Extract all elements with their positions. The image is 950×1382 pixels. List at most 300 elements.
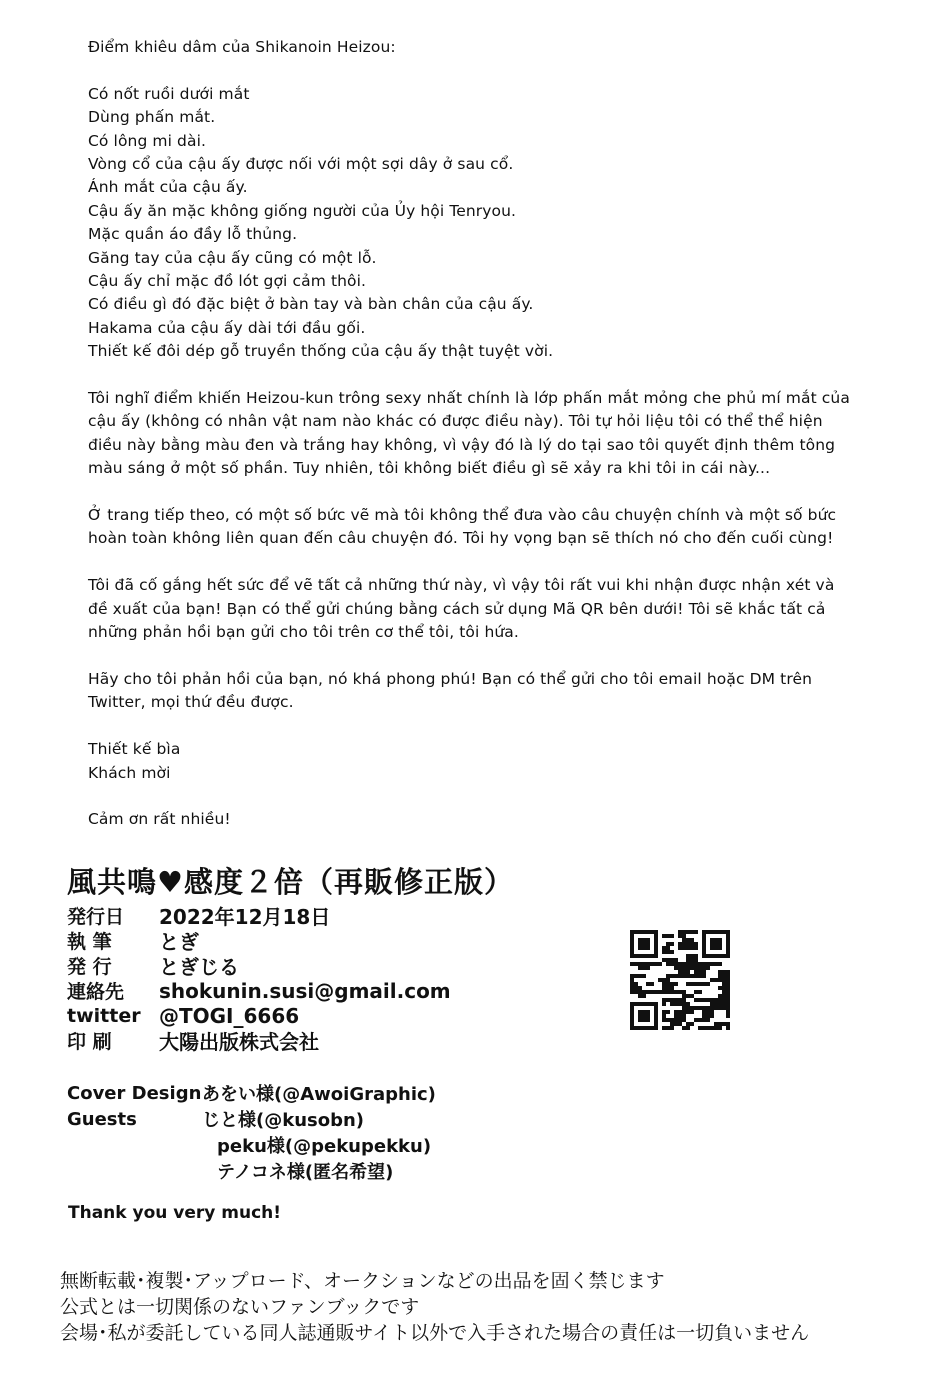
- qr-module: [662, 958, 666, 962]
- qr-module: [630, 1002, 634, 1006]
- qr-module: [722, 974, 726, 978]
- qr-module: [666, 958, 670, 962]
- qr-module: [694, 954, 698, 958]
- qr-module: [686, 966, 690, 970]
- qr-module: [726, 934, 730, 938]
- qr-module: [630, 1014, 634, 1018]
- qr-module: [706, 998, 710, 1002]
- qr-module: [662, 1018, 666, 1022]
- qr-module: [726, 974, 730, 978]
- qr-module: [642, 1002, 646, 1006]
- point-item: Cậu ấy ăn mặc không giống người của Ủy hội Tenryou.: [88, 201, 517, 220]
- qr-module: [650, 990, 654, 994]
- qr-module: [718, 946, 722, 950]
- paragraph-line: Tôi nghĩ điểm khiến Heizou-kun trông sexy nhất chính là lớp phấn mắt mỏng che phủ mí mắt của: [88, 389, 850, 408]
- info-value: とぎじる: [159, 955, 239, 979]
- qr-module: [634, 1002, 638, 1006]
- qr-module: [642, 938, 646, 942]
- qr-module: [718, 1022, 722, 1026]
- qr-module: [710, 938, 714, 942]
- qr-module: [654, 954, 658, 958]
- qr-module: [706, 962, 710, 966]
- qr-module: [686, 994, 690, 998]
- qr-module: [686, 970, 690, 974]
- qr-module: [726, 1010, 730, 1014]
- qr-module: [698, 1006, 702, 1010]
- qr-module: [726, 1022, 730, 1026]
- qr-module: [694, 962, 698, 966]
- qr-module: [682, 970, 686, 974]
- qr-module: [694, 958, 698, 962]
- qr-module: [646, 962, 650, 966]
- qr-module: [702, 998, 706, 1002]
- twitter-handle: @TOGI_6666: [159, 1003, 300, 1028]
- qr-module: [630, 986, 634, 990]
- qr-module: [666, 978, 670, 982]
- qr-module: [682, 1018, 686, 1022]
- qr-module: [694, 970, 698, 974]
- paragraph-line: Thiết kế bìa: [88, 740, 181, 759]
- qr-module: [666, 986, 670, 990]
- qr-module: [630, 978, 634, 982]
- qr-module: [694, 974, 698, 978]
- qr-module: [702, 954, 706, 958]
- qr-module: [654, 1010, 658, 1014]
- qr-module: [670, 1018, 674, 1022]
- qr-module: [630, 974, 634, 978]
- qr-module: [646, 982, 650, 986]
- qr-module: [630, 1022, 634, 1026]
- qr-module: [630, 962, 634, 966]
- qr-module: [654, 930, 658, 934]
- qr-module: [718, 942, 722, 946]
- qr-module: [674, 962, 678, 966]
- qr-module: [714, 938, 718, 942]
- credit-row-guest: [67, 1158, 436, 1184]
- qr-module: [630, 1026, 634, 1030]
- qr-module: [702, 1018, 706, 1022]
- qr-module: [658, 990, 662, 994]
- qr-module: [690, 1022, 694, 1026]
- qr-module: [666, 934, 670, 938]
- qr-module: [642, 930, 646, 934]
- qr-module: [722, 998, 726, 1002]
- qr-module: [690, 1010, 694, 1014]
- qr-module: [710, 978, 714, 982]
- qr-module: [698, 1018, 702, 1022]
- qr-module: [726, 1006, 730, 1010]
- qr-module: [694, 998, 698, 1002]
- qr-module: [638, 966, 642, 970]
- qr-module: [718, 970, 722, 974]
- qr-module: [726, 950, 730, 954]
- qr-module: [714, 978, 718, 982]
- heart-icon: ♥: [157, 865, 185, 899]
- paragraph-line: những phản hồi bạn gửi cho tôi trên cơ thể tôi, tôi hứa.: [88, 623, 519, 642]
- qr-module: [634, 962, 638, 966]
- qr-module: [642, 962, 646, 966]
- info-row: [67, 978, 451, 1003]
- qr-module: [670, 990, 674, 994]
- qr-module: [690, 962, 694, 966]
- qr-module: [678, 1018, 682, 1022]
- qr-module: [690, 994, 694, 998]
- qr-module: [690, 982, 694, 986]
- qr-module: [706, 930, 710, 934]
- qr-module: [646, 942, 650, 946]
- qr-module: [650, 962, 654, 966]
- point-item: Có điều gì đó đặc biệt ở bàn tay và bàn chân của cậu ấy.: [88, 295, 534, 314]
- qr-module: [718, 1006, 722, 1010]
- info-label: 印 刷: [67, 1031, 112, 1053]
- qr-module: [646, 946, 650, 950]
- qr-module: [682, 966, 686, 970]
- qr-module: [670, 942, 674, 946]
- qr-module: [726, 978, 730, 982]
- qr-module: [642, 990, 646, 994]
- qr-module: [686, 1006, 690, 1010]
- qr-module: [714, 1026, 718, 1030]
- qr-module: [638, 1014, 642, 1018]
- credit-row-guests: [67, 1106, 436, 1132]
- qr-module: [654, 1026, 658, 1030]
- qr-module: [670, 950, 674, 954]
- info-label: 連絡先: [67, 981, 125, 1003]
- qr-module: [674, 1010, 678, 1014]
- qr-module: [678, 930, 682, 934]
- qr-module: [674, 990, 678, 994]
- qr-module: [694, 930, 698, 934]
- qr-module: [662, 982, 666, 986]
- cover-design-value: あをい様(@AwoiGraphic): [202, 1084, 436, 1105]
- legal-notice: [60, 1268, 809, 1346]
- qr-module: [678, 990, 682, 994]
- qr-module: [686, 1026, 690, 1030]
- qr-module: [638, 1026, 642, 1030]
- qr-module: [646, 1018, 650, 1022]
- qr-module: [686, 982, 690, 986]
- qr-module: [686, 954, 690, 958]
- qr-module: [662, 1010, 666, 1014]
- qr-module: [678, 1010, 682, 1014]
- qr-module: [670, 974, 674, 978]
- qr-module: [702, 966, 706, 970]
- qr-module: [686, 1010, 690, 1014]
- paragraph-line: Twitter, mọi thứ đều được.: [88, 693, 294, 712]
- qr-module: [630, 934, 634, 938]
- qr-module: [694, 990, 698, 994]
- qr-module: [686, 938, 690, 942]
- qr-module: [638, 986, 642, 990]
- paragraph-line: hoàn toàn không liên quan đến câu chuyện đó. Tôi hy vọng bạn sẽ thích nó cho đến cuối cùng!: [88, 529, 834, 548]
- qr-module: [694, 982, 698, 986]
- qr-module: [726, 938, 730, 942]
- qr-module: [722, 1006, 726, 1010]
- qr-module: [678, 1014, 682, 1018]
- qr-module: [702, 1026, 706, 1030]
- guest-item: じと様(@kusobn): [202, 1110, 365, 1131]
- qr-module: [686, 958, 690, 962]
- credits: [67, 1080, 436, 1184]
- qr-module: [666, 950, 670, 954]
- qr-module: [702, 950, 706, 954]
- qr-module: [670, 962, 674, 966]
- qr-module: [642, 1026, 646, 1030]
- qr-module: [630, 1010, 634, 1014]
- qr-module: [726, 1002, 730, 1006]
- qr-module: [690, 938, 694, 942]
- qr-module: [654, 934, 658, 938]
- qr-module: [674, 998, 678, 1002]
- qr-module: [682, 942, 686, 946]
- thanks-text: Thank you very much!: [68, 1203, 282, 1223]
- qr-module: [638, 990, 642, 994]
- qr-module: [642, 1018, 646, 1022]
- qr-module: [706, 966, 710, 970]
- book-title-part-b: 感度２倍（再販修正版）: [184, 865, 515, 899]
- qr-module: [674, 974, 678, 978]
- paragraph-line: Khách mời: [88, 763, 171, 782]
- qr-module: [634, 930, 638, 934]
- qr-module: [646, 1010, 650, 1014]
- qr-module: [698, 974, 702, 978]
- info-row: [67, 903, 451, 928]
- qr-module: [634, 990, 638, 994]
- qr-module: [714, 954, 718, 958]
- qr-module: [642, 974, 646, 978]
- qr-module: [678, 966, 682, 970]
- qr-module: [662, 946, 666, 950]
- qr-module: [702, 1010, 706, 1014]
- qr-module: [722, 1022, 726, 1026]
- qr-module: [646, 938, 650, 942]
- qr-module: [678, 1002, 682, 1006]
- qr-module: [722, 954, 726, 958]
- qr-module: [682, 1026, 686, 1030]
- qr-module: [654, 938, 658, 942]
- qr-module: [706, 1018, 710, 1022]
- qr-module: [714, 1006, 718, 1010]
- qr-module: [682, 938, 686, 942]
- qr-module: [674, 1002, 678, 1006]
- qr-module: [686, 962, 690, 966]
- info-value: とぎ: [159, 930, 199, 954]
- qr-module: [658, 978, 662, 982]
- qr-code-icon[interactable]: [630, 930, 730, 1030]
- qr-module: [726, 986, 730, 990]
- qr-module: [698, 990, 702, 994]
- qr-module: [702, 934, 706, 938]
- qr-module: [714, 946, 718, 950]
- qr-module: [638, 962, 642, 966]
- qr-module: [682, 1002, 686, 1006]
- qr-module: [706, 1010, 710, 1014]
- qr-module: [702, 1014, 706, 1018]
- info-row: [67, 928, 451, 953]
- qr-module: [674, 1022, 678, 1026]
- qr-module: [650, 1002, 654, 1006]
- qr-module: [718, 978, 722, 982]
- qr-module: [674, 958, 678, 962]
- qr-module: [726, 954, 730, 958]
- qr-module: [698, 970, 702, 974]
- qr-module: [690, 942, 694, 946]
- qr-module: [678, 962, 682, 966]
- qr-module: [718, 954, 722, 958]
- qr-module: [718, 998, 722, 1002]
- qr-module: [654, 950, 658, 954]
- qr-module: [666, 946, 670, 950]
- qr-module: [698, 966, 702, 970]
- qr-module: [666, 982, 670, 986]
- info-row: [67, 953, 451, 978]
- qr-module: [630, 1006, 634, 1010]
- qr-module: [690, 966, 694, 970]
- qr-module: [662, 934, 666, 938]
- qr-module: [662, 950, 666, 954]
- qr-module: [702, 970, 706, 974]
- qr-module: [718, 938, 722, 942]
- qr-module: [654, 962, 658, 966]
- point-item: Có lông mi dài.: [88, 131, 207, 150]
- point-item: Mặc quần áo đầy lỗ thủng.: [88, 225, 298, 244]
- qr-module: [726, 1026, 730, 1030]
- qr-module: [654, 942, 658, 946]
- qr-module: [638, 994, 642, 998]
- qr-module: [714, 930, 718, 934]
- qr-module: [702, 974, 706, 978]
- qr-module: [710, 1014, 714, 1018]
- qr-module: [674, 1018, 678, 1022]
- qr-module: [662, 1026, 666, 1030]
- qr-module: [642, 1014, 646, 1018]
- qr-module: [670, 998, 674, 1002]
- qr-module: [670, 1002, 674, 1006]
- qr-module: [630, 982, 634, 986]
- qr-module: [694, 966, 698, 970]
- qr-module: [678, 942, 682, 946]
- qr-module: [702, 946, 706, 950]
- qr-module: [638, 1010, 642, 1014]
- point-item: Cậu ấy chỉ mặc đồ lót gợi cảm thôi.: [88, 272, 367, 291]
- qr-module: [642, 946, 646, 950]
- qr-module: [654, 1018, 658, 1022]
- qr-module: [634, 974, 638, 978]
- qr-module: [698, 1026, 702, 1030]
- qr-module: [694, 1006, 698, 1010]
- qr-module: [682, 994, 686, 998]
- qr-module: [682, 946, 686, 950]
- qr-module: [646, 990, 650, 994]
- qr-module: [666, 998, 670, 1002]
- qr-module: [634, 982, 638, 986]
- qr-module: [630, 950, 634, 954]
- qr-module: [722, 990, 726, 994]
- qr-module: [630, 930, 634, 934]
- paragraph-line: điều này bằng màu đen và trắng hay không, vì vậy đó là lý do tại sao tôi quyết định thêm tông: [88, 435, 836, 454]
- qr-module: [634, 986, 638, 990]
- qr-module: [686, 930, 690, 934]
- qr-module: [702, 930, 706, 934]
- contact-email: shokunin.susi@gmail.com: [159, 978, 451, 1003]
- qr-module: [678, 1022, 682, 1026]
- qr-module: [638, 946, 642, 950]
- qr-module: [690, 946, 694, 950]
- qr-module: [710, 946, 714, 950]
- qr-module: [666, 942, 670, 946]
- qr-module: [678, 970, 682, 974]
- qr-module: [630, 954, 634, 958]
- qr-module: [686, 946, 690, 950]
- qr-module: [670, 1026, 674, 1030]
- qr-module: [678, 934, 682, 938]
- qr-module: [718, 1026, 722, 1030]
- qr-module: [710, 930, 714, 934]
- info-row: [67, 1003, 451, 1028]
- qr-module: [646, 1026, 650, 1030]
- point-item: Có nốt ruồi dưới mắt: [88, 84, 250, 103]
- info-label: twitter: [67, 1004, 141, 1027]
- qr-module: [638, 954, 642, 958]
- qr-module: [674, 1014, 678, 1018]
- qr-module: [702, 1006, 706, 1010]
- qr-module: [718, 930, 722, 934]
- qr-module: [682, 974, 686, 978]
- notes-heading: Điểm khiêu dâm của Shikanoin Heizou:: [88, 38, 396, 56]
- qr-module: [678, 974, 682, 978]
- qr-module: [642, 942, 646, 946]
- qr-module: [654, 1006, 658, 1010]
- qr-module: [650, 930, 654, 934]
- qr-module: [638, 938, 642, 942]
- notice-line: 無断転載･複製･アップロード、オークションなどの出品を固く禁じます: [60, 1270, 665, 1292]
- qr-module: [702, 962, 706, 966]
- paragraph-line: đề xuất của bạn! Bạn có thể gửi chúng bằng cách sử dụng Mã QR bên dưới! Tôi sẽ khắc tất cả: [88, 599, 826, 618]
- qr-module: [654, 946, 658, 950]
- qr-module: [638, 1002, 642, 1006]
- qr-module: [678, 998, 682, 1002]
- qr-module: [714, 962, 718, 966]
- qr-module: [662, 1002, 666, 1006]
- qr-module: [686, 942, 690, 946]
- qr-module: [662, 978, 666, 982]
- info-value: 2022年12月18日: [159, 905, 331, 929]
- qr-module: [690, 1006, 694, 1010]
- qr-module: [662, 1014, 666, 1018]
- qr-module: [642, 994, 646, 998]
- qr-module: [726, 994, 730, 998]
- qr-module: [670, 986, 674, 990]
- notes-closing: Cảm ơn rất nhiều!: [88, 810, 231, 829]
- qr-module: [682, 990, 686, 994]
- qr-module: [646, 954, 650, 958]
- credit-row-guest: [67, 1132, 436, 1158]
- qr-module: [666, 1018, 670, 1022]
- guest-item: テノコネ様(匿名希望): [217, 1162, 394, 1183]
- paragraph-line: cậu ấy (không có nhân vật nam nào khác có được điều này). Tôi tự hỏi liệu tôi có thể thể hiện: [88, 412, 823, 431]
- guests-label: Guests: [67, 1108, 137, 1130]
- qr-module: [638, 942, 642, 946]
- qr-module: [666, 1026, 670, 1030]
- qr-module: [630, 1018, 634, 1022]
- qr-module: [718, 1002, 722, 1006]
- point-item: Dùng phấn mắt.: [88, 108, 216, 127]
- qr-module: [674, 966, 678, 970]
- qr-module: [630, 942, 634, 946]
- point-item: Ánh mắt của cậu ấy.: [88, 178, 248, 197]
- publication-info: [67, 903, 451, 1053]
- qr-module: [666, 1010, 670, 1014]
